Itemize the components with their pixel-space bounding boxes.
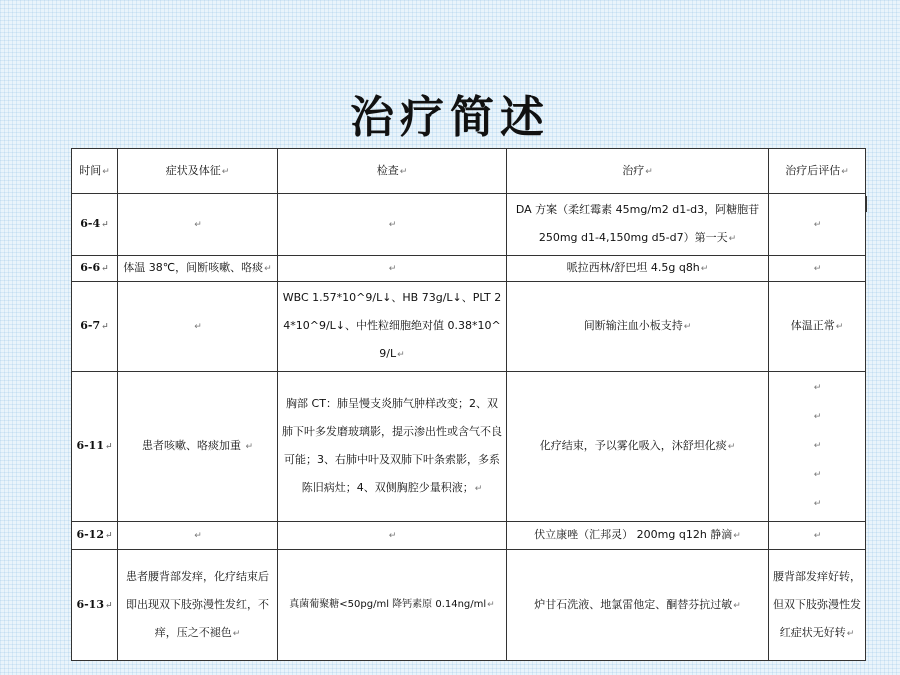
row-symptoms: ↵ (118, 522, 278, 550)
row-date: 6-6↵ (72, 256, 118, 282)
table-row (72, 550, 866, 661)
row-symptoms: ↵ (118, 282, 278, 372)
header-time: 时间↵ (72, 149, 118, 194)
row-assessment: ↵ (769, 194, 866, 256)
row-symptoms: ↵ (118, 194, 278, 256)
treatment-table (71, 148, 866, 661)
return-mark: ↵ (813, 470, 822, 480)
row-symptoms: 患者腰背部发痒，化疗结束后即出现双下肢弥漫性发红，不痒，压之不褪色↵ (118, 550, 278, 661)
row-exam: ↵ (278, 256, 507, 282)
row-assessment: 体温正常↵ (769, 282, 866, 372)
slide-title: 治疗简述 (350, 92, 550, 143)
row-assessment: ↵ (769, 256, 866, 282)
table-row (72, 372, 866, 522)
header-assessment: 治疗后评估↵ (769, 149, 866, 194)
table-row (72, 256, 866, 282)
return-mark: ↵ (813, 499, 822, 509)
row-exam: WBC 1.57*10^9/L↓、HB 73g/L↓、PLT 24*10^9/L↓、中性粒细胞绝对值 0.38*10^9/L↵ (278, 282, 507, 372)
row-symptoms: 患者咳嗽、咯痰加重 ↵ (118, 372, 278, 522)
table-header-row (72, 149, 866, 194)
return-mark: ↵ (813, 383, 822, 393)
table-row (72, 282, 866, 372)
row-assessment: ↵ (769, 522, 866, 550)
row-exam: 胸部 CT：肺呈慢支炎肺气肿样改变；2、双肺下叶多发磨玻璃影，提示渗出性或含气不良可能；3、右肺中叶及双肺下叶条索影，多系陈旧病灶；4、双侧胸腔少量积液；↵ (278, 372, 507, 522)
row-date: 6-11↵ (72, 372, 118, 522)
header-exam: 检查↵ (278, 149, 507, 194)
row-treatment: 化疗结束，予以雾化吸入，沐舒坦化痰↵ (507, 372, 769, 522)
row-date: 6-13↵ (72, 550, 118, 661)
row-assessment (769, 372, 866, 522)
row-exam: ↵ (278, 194, 507, 256)
row-date: 6-12↵ (72, 522, 118, 550)
row-exam: 真菌葡聚糖<50pg/ml 降钙素原 0.14ng/ml↵ (278, 550, 507, 661)
header-symptoms: 症状及体征↵ (118, 149, 278, 194)
row-exam: ↵ (278, 522, 507, 550)
row-treatment: DA 方案（柔红霉素 45mg/m2 d1-d3，阿糖胞苷 250mg d1-4,150mg d5-d7）第一天↵ (507, 194, 769, 256)
edge-line-mark (865, 196, 867, 212)
table-row (72, 522, 866, 550)
row-treatment: 伏立康唑（汇邦灵） 200mg q12h 静滴↵ (507, 522, 769, 550)
row-treatment: 间断输注血小板支持↵ (507, 282, 769, 372)
return-mark: ↵ (813, 412, 822, 422)
table-row (72, 194, 866, 256)
treatment-table-container (71, 148, 865, 661)
row-symptoms: 体温 38℃，间断咳嗽、咯痰↵ (118, 256, 278, 282)
header-treatment: 治疗↵ (507, 149, 769, 194)
row-date: 6-4↵ (72, 194, 118, 256)
row-assessment: 腰背部发痒好转，但双下肢弥漫性发红症状无好转↵ (769, 550, 866, 661)
row-treatment: 炉甘石洗液、地氯雷他定、酮替芬抗过敏↵ (507, 550, 769, 661)
row-date: 6-7↵ (72, 282, 118, 372)
row-treatment: 哌拉西林/舒巴坦 4.5g q8h↵ (507, 256, 769, 282)
return-mark: ↵ (813, 441, 822, 451)
